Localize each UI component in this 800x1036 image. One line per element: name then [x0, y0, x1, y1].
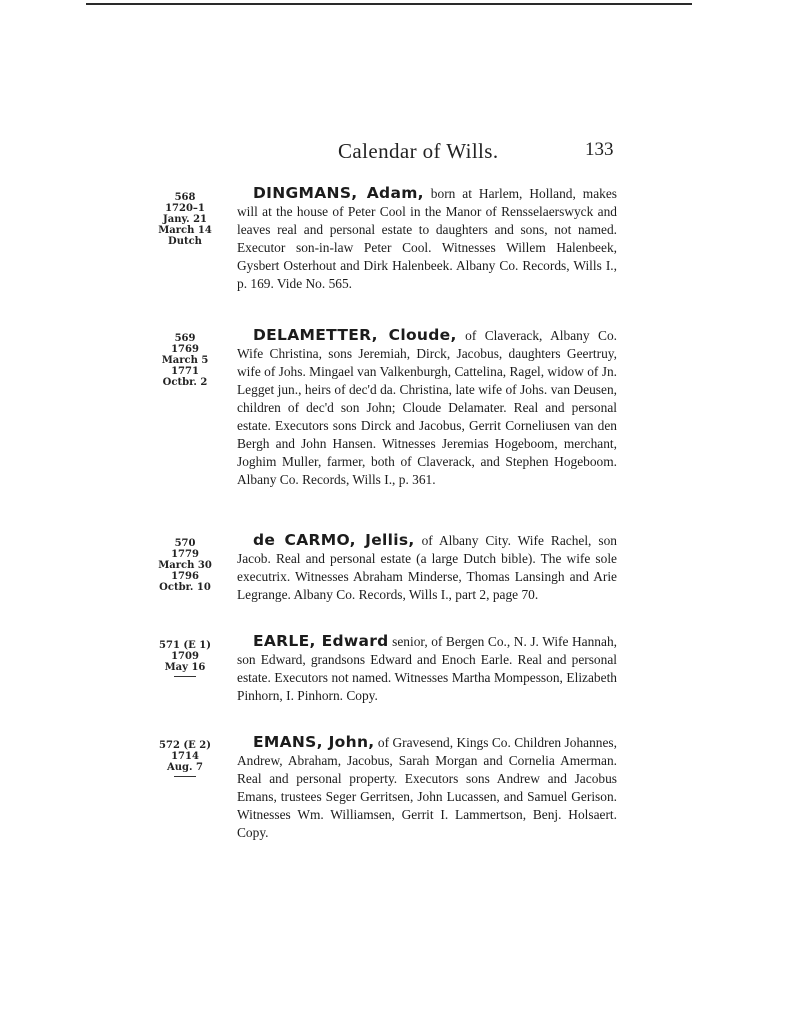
entry-text: [237, 531, 617, 604]
margin-note: [150, 640, 220, 677]
margin-date: Jany. 21: [162, 214, 208, 225]
margin-note: [150, 192, 220, 247]
entry-text: [237, 632, 617, 705]
margin-note: [150, 538, 220, 593]
entry-body: born at Harlem, Holland, makes will at the house of Peter Cool in the Manor of Rensselaerswyck and leaves real and personal estate to daughters and sons, not named. Executor son-in-law Peter Cool. Witnesses Willem Halenbeek, Gysbert Osterhout and Dirk Halenbeek. Albany Co. Records, Wills I., p. 169. Vide No. 565.: [237, 186, 617, 291]
testator-name: de CARMO, Jellis,: [253, 531, 415, 549]
entry-body: senior, of Bergen Co., N. J. Wife Hannah, son Edward, grandsons Edward and Enoch Earle. Real and personal estate. Executors not named. Witnesses Martha Mompesson, Elizabeth Pinhorn, I. Pinhorn. Copy.: [237, 634, 617, 703]
margin-date: May 16: [164, 662, 206, 673]
margin-dash: [174, 676, 196, 677]
margin-date: 1714: [171, 751, 199, 762]
page-number: 133: [585, 139, 614, 160]
entry-text: [237, 184, 617, 293]
margin-note: [150, 740, 220, 777]
testator-name: DELAMETTER, Cloude,: [253, 326, 457, 344]
top-rule: [86, 3, 692, 5]
margin-date: 1709: [171, 651, 199, 662]
margin-date: 1720–1: [165, 203, 205, 214]
entry-number: 568: [174, 192, 196, 203]
testator-name: EMANS, John,: [253, 733, 375, 751]
margin-date: March 5: [161, 355, 209, 366]
entry-number: 570: [174, 538, 196, 549]
page-title: Calendar of Wills.: [338, 139, 499, 163]
entry-text: [237, 733, 617, 842]
margin-date: 1771: [171, 366, 199, 377]
testator-name: DINGMANS, Adam,: [253, 184, 424, 202]
entry-number: 572 (E 2): [159, 740, 211, 751]
entry-number: 569: [174, 333, 196, 344]
testator-name: EARLE, Edward: [253, 632, 389, 650]
entry-body: of Gravesend, Kings Co. Children Johannes, Andrew, Abraham, Jacobus, Sarah Morgan and Cornelia Amerman. Real and personal property. Executors sons Andrew and Jacobus Emans, trustees Seger Gerritsen, John Lucassen, and Samuel Gerison. Witnesses Wm. Williamsen, Gerrit I. Lammertson, Benj. Holsaert. Copy.: [237, 735, 617, 840]
margin-date: 1796: [171, 571, 199, 582]
margin-dash: [174, 776, 196, 777]
margin-date: 1779: [171, 549, 199, 560]
entry-body: of Claverack, Albany Co. Wife Christina, sons Jeremiah, Dirck, Jacobus, daughters Geertruy, wife of Johs. Mingael van Valkenburgh, Cattelina, Ragel, widow of Jn. Legget jun., heirs of dec'd da. Christina, late wife of Johs. van Deusen, children of dec'd son John; Cloude Delamater. Real and personal estate. Executors sons Dirck and Jacobus, Gerrit Corneliusen van den Bergh and John Hansen. Witnesses Jeremias Hogeboom, merchant, Joghim Muller, farmer, both of Claverack, and Stephen Hogeboom. Albany Co. Records, Wills I., p. 361.: [237, 328, 617, 487]
margin-date: March 30: [158, 560, 212, 571]
margin-date: March 14: [158, 225, 212, 236]
margin-date: Octbr. 10: [159, 582, 211, 593]
entry-text: [237, 326, 617, 489]
margin-note: [150, 333, 220, 388]
margin-date: Aug. 7: [167, 762, 203, 773]
margin-date: Octbr. 2: [162, 377, 208, 388]
entry-number: 571 (E 1): [159, 640, 211, 651]
margin-language: Dutch: [168, 236, 202, 247]
entry-body: of Albany City. Wife Rachel, son Jacob. Real and personal estate (a large Dutch bible). The wife sole executrix. Witnesses Abraham Minderse, Thomas Lansingh and Arie Legrange. Albany Co. Records, Wills I., part 2, page 70.: [237, 533, 617, 602]
margin-date: 1769: [171, 344, 199, 355]
